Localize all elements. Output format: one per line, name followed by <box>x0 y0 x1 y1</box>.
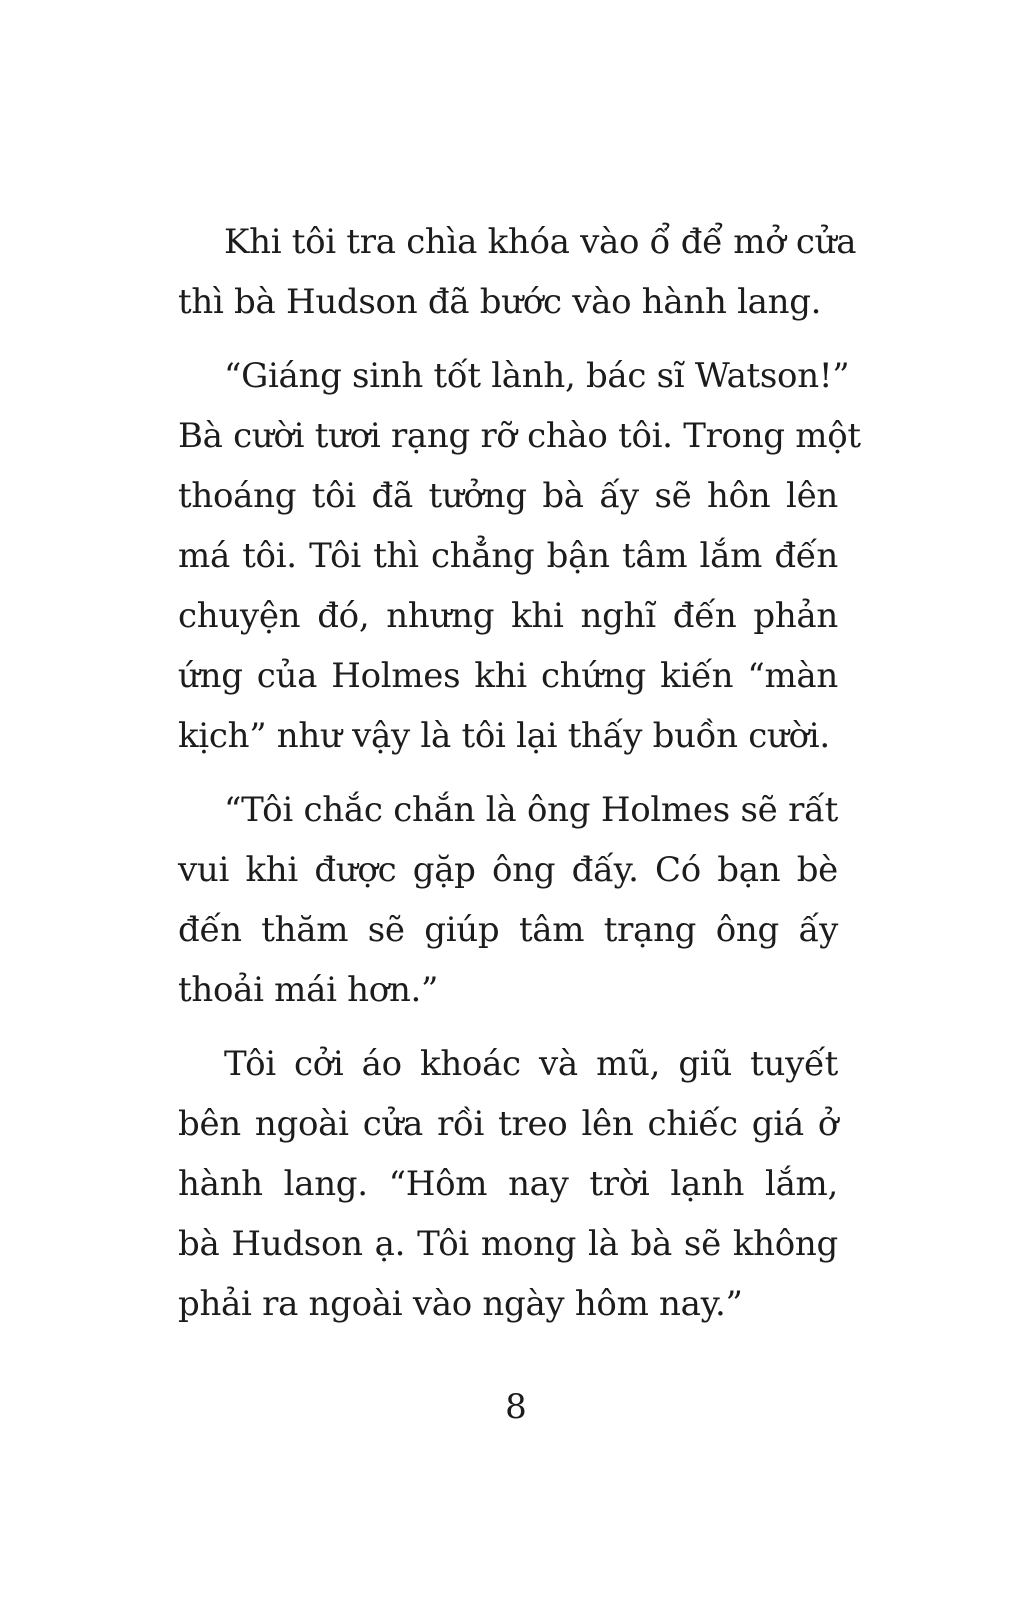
text-line: thì bà Hudson đã bước vào hành lang. <box>178 282 822 322</box>
page-number: 8 <box>505 1387 527 1427</box>
text-line: phải ra ngoài vào ngày hôm nay.” <box>178 1284 743 1324</box>
body-text <box>178 212 861 1348</box>
paragraph <box>178 212 857 332</box>
text-line: ứng của Holmes khi chứng kiến “màn <box>178 656 838 696</box>
text-line: “Giáng sinh tốt lành, bác sĩ Watson!” <box>224 356 850 396</box>
text-line: hành lang. “Hôm nay trời lạnh lắm, <box>178 1164 838 1204</box>
text-line: Khi tôi tra chìa khóa vào ổ để mở cửa <box>224 222 857 262</box>
text-line: Tôi cởi áo khoác và mũ, giũ tuyết <box>224 1044 838 1084</box>
text-line: má tôi. Tôi thì chẳng bận tâm lắm đến <box>178 536 838 576</box>
text-line: kịch” như vậy là tôi lại thấy buồn cười. <box>178 716 830 756</box>
paragraph <box>178 1034 838 1334</box>
text-line: Bà cười tươi rạng rỡ chào tôi. Trong một <box>178 416 861 456</box>
text-line: thoải mái hơn.” <box>178 970 439 1010</box>
text-line: bên ngoài cửa rồi treo lên chiếc giá ở <box>178 1104 838 1144</box>
text-line: chuyện đó, nhưng khi nghĩ đến phản <box>178 596 838 636</box>
text-line: bà Hudson ạ. Tôi mong là bà sẽ không <box>178 1224 838 1264</box>
paragraph <box>178 346 861 766</box>
text-line: thoáng tôi đã tưởng bà ấy sẽ hôn lên <box>178 476 838 516</box>
text-line: đến thăm sẽ giúp tâm trạng ông ấy <box>178 910 838 950</box>
paragraph <box>178 780 838 1020</box>
text-line: “Tôi chắc chắn là ông Holmes sẽ rất <box>224 790 838 830</box>
text-line: vui khi được gặp ông đấy. Có bạn bè <box>178 850 838 890</box>
